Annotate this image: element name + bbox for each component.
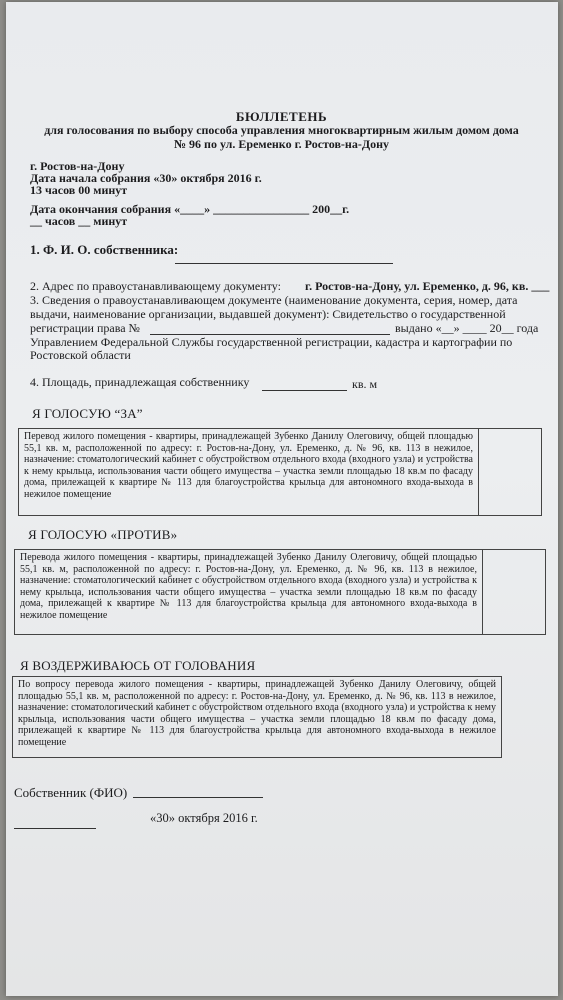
- owner-signature-label: Собственник (ФИО): [14, 785, 128, 800]
- doc-info-line-3: регистрации права №: [30, 321, 141, 335]
- doc-info-line-4: Управлением Федеральной Службы государственной регистрации, кадастра и картографии по: [30, 335, 513, 349]
- owner-fio-label: 1. Ф. И. О. собственника:: [30, 242, 179, 257]
- area-unit: кв. м: [352, 377, 378, 391]
- meeting-end-time: __ часов __ минут: [30, 214, 128, 228]
- doc-info-line-2: выдачи, наименование организации, выдавшей документ): Свидетельство о государственной: [30, 307, 506, 321]
- vote-against-checkbox[interactable]: [483, 550, 545, 634]
- owner-fio-field[interactable]: [175, 263, 393, 264]
- owner-signature-field[interactable]: [133, 797, 263, 798]
- vote-against-heading: Я ГОЛОСУЮ «ПРОТИВ»: [28, 527, 178, 542]
- vote-for-checkbox[interactable]: [479, 429, 541, 515]
- vote-abstain-text: По вопросу перевода жилого помещения - квартиры, принадлежащей Зубенко Данилу Олеговичу, общей площадью 55,1 кв. м, расположенной по адресу: г. Ростов-на-Дону, ул. Еременко, д. № 96, кв. 113 в нежилое, назначение: стоматологический кабинет с обустройством отдельного входа (входного узла) и устройства к нему крыльца, использования части общего имущества – участка земли площадью 18 кв.м по фасаду дома, прилежащей к квартире № 113 для благоустройства крыльца для автономного входа-выхода в нежилое помещение: [18, 679, 496, 748]
- meeting-start-date: Дата начала собрания «30» октября 2016 г.: [30, 171, 262, 185]
- vote-abstain-row[interactable]: [12, 676, 502, 758]
- meeting-start-time: 13 часов 00 минут: [30, 183, 128, 197]
- area-label: 4. Площадь, принадлежащая собственнику: [30, 375, 250, 389]
- vote-against-row: [14, 549, 546, 635]
- footer-date: «30» октября 2016 г.: [150, 811, 258, 825]
- address-label: 2. Адрес по правоустанавливающему документу:: [30, 279, 281, 293]
- address-value: г. Ростов-на-Дону, ул. Еременко, д. 96, кв. ___: [305, 279, 550, 293]
- ballot-subtitle-2: № 96 по ул. Еременко г. Ростов-на-Дону: [173, 137, 390, 151]
- meeting-end-date: Дата окончания собрания «____» ________________ 200__г.: [30, 202, 350, 216]
- meeting-city: г. Ростов-на-Дону: [30, 159, 125, 173]
- ballot-subtitle-1: для голосования по выбору способа управления многоквартирным жилым домом дома: [44, 123, 519, 137]
- doc-info-line-5: Ростовской области: [30, 348, 131, 362]
- vote-for-text: Перевод жилого помещения - квартиры, принадлежащей Зубенко Данилу Олеговичу, общей площадью 55,1 кв. м, расположенной по адресу: г. Ростов-на-Дону, ул. Еременко, д. № 96, кв. 113 в нежилое, назначение: стоматологический кабинет с обустройством отдельного входа (входного узла) и устройства к нему крыльца, использования части общего имущества – участка земли площадью 18 кв.м по фасаду дома, прилежащей к квартире № 113 для благоустройства крыльца для автономного входа-выхода в нежилое помещение: [19, 429, 479, 515]
- vote-abstain-heading: Я ВОЗДЕРЖИВАЮСЬ ОТ ГОЛОВАНИЯ: [20, 658, 256, 673]
- vote-for-heading: Я ГОЛОСУЮ “ЗА”: [32, 406, 143, 421]
- area-field[interactable]: [262, 390, 347, 391]
- doc-issue-date: выдано «__» ____ 20__ года: [395, 321, 539, 335]
- ballot-title: БЮЛЛЕТЕНЬ: [235, 109, 328, 124]
- signature-field[interactable]: [14, 828, 96, 829]
- vote-against-text: Перевода жилого помещения - квартиры, принадлежащей Зубенко Данилу Олеговичу, общей площадью 55,1 кв. м, расположенной по адресу: г. Ростов-на-Дону, ул. Еременко, д. № 96, кв. 113 в нежилое, назначение: стоматологический кабинет с обустройством отдельного входа (входного узла) и устройства к нему крыльца, использования части общего имущества – участка земли площадью 18 кв.м по фасаду дома, прилежащей к квартире № 113 для благоустройства крыльца для автономного входа-выхода в нежилое помещение: [15, 550, 483, 634]
- vote-for-row: [18, 428, 542, 516]
- doc-info-line-1: 3. Сведения о правоустанавливающем документе (наименование документа, серия, номер, дата: [30, 293, 518, 307]
